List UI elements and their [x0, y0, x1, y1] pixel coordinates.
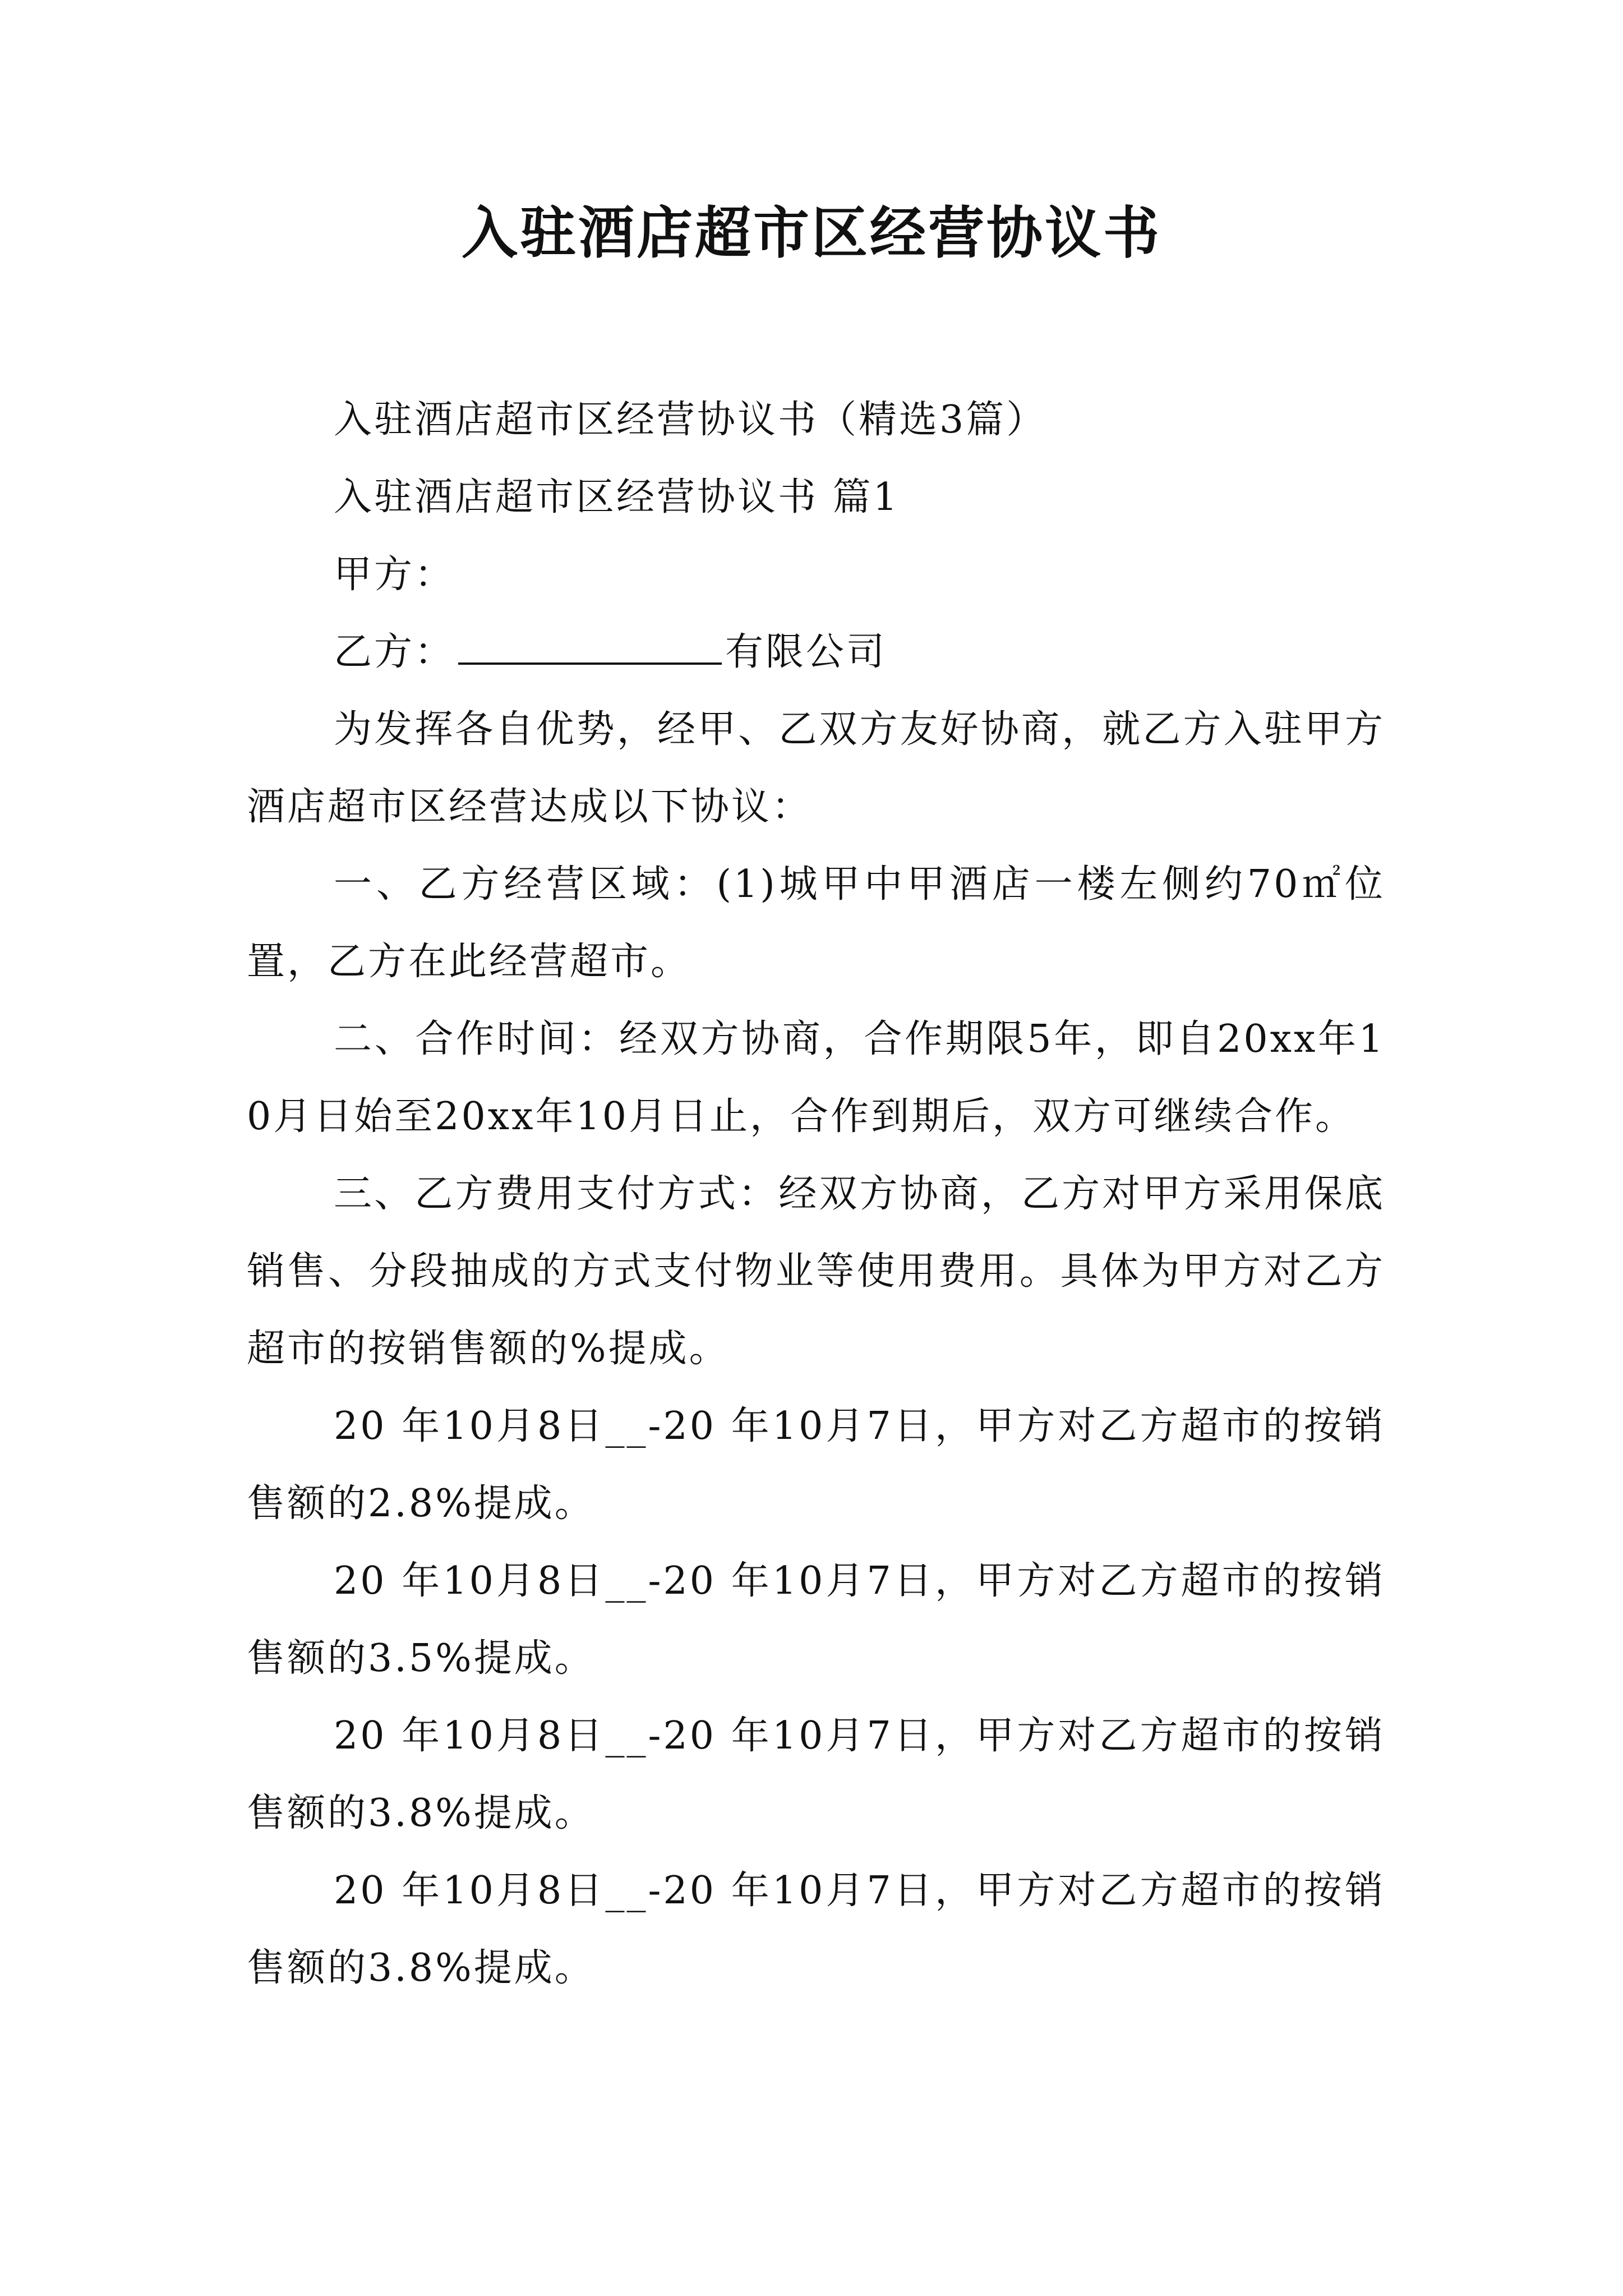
document-subtitle: 入驻酒店超市区经营协议书（精选3篇） [334, 398, 1047, 442]
party-b-suffix: 有限公司 [725, 630, 887, 674]
document-body [247, 381, 1385, 2007]
clause-1: 一、乙方经营区域：(1)城甲中甲酒店一楼左侧约70㎡位置，乙方在此经营超市。 [247, 862, 1385, 984]
party-a-line: 甲方： [334, 553, 455, 597]
clause-2: 二、合作时间：经双方协商，合作期限5年，即自20xx年10月日始至20xx年10月日止，合作到期后，双方可继续合作。 [247, 1017, 1385, 1139]
party-b-blank [458, 629, 722, 665]
intro-paragraph: 为发挥各自优势，经甲、乙双方友好协商，就乙方入驻甲方酒店超市区经营达成以下协议： [247, 707, 1385, 829]
party-b-prefix: 乙方： [334, 630, 455, 674]
term-item-3: 20 年10月8日__-20 年10月7日，甲方对乙方超市的按销售额的3.8%提成。 [247, 1714, 1385, 1835]
section-heading: 入驻酒店超市区经营协议书 篇1 [334, 475, 900, 519]
term-item-4: 20 年10月8日__-20 年10月7日，甲方对乙方超市的按销售额的3.8%提成。 [247, 1869, 1385, 1990]
document-title: 入驻酒店超市区经营协议书 [462, 200, 1161, 266]
term-item-2: 20 年10月8日__-20 年10月7日，甲方对乙方超市的按销售额的3.5%提成。 [247, 1559, 1385, 1681]
party-b-line [247, 614, 1385, 691]
clause-3: 三、乙方费用支付方式：经双方协商，乙方对甲方采用保底销售、分段抽成的方式支付物业等使用费用。具体为甲方对乙方超市的按销售额的%提成。 [247, 1172, 1385, 1371]
term-item-1: 20 年10月8日__-20 年10月7日，甲方对乙方超市的按销售额的2.8%提成。 [247, 1404, 1385, 1526]
